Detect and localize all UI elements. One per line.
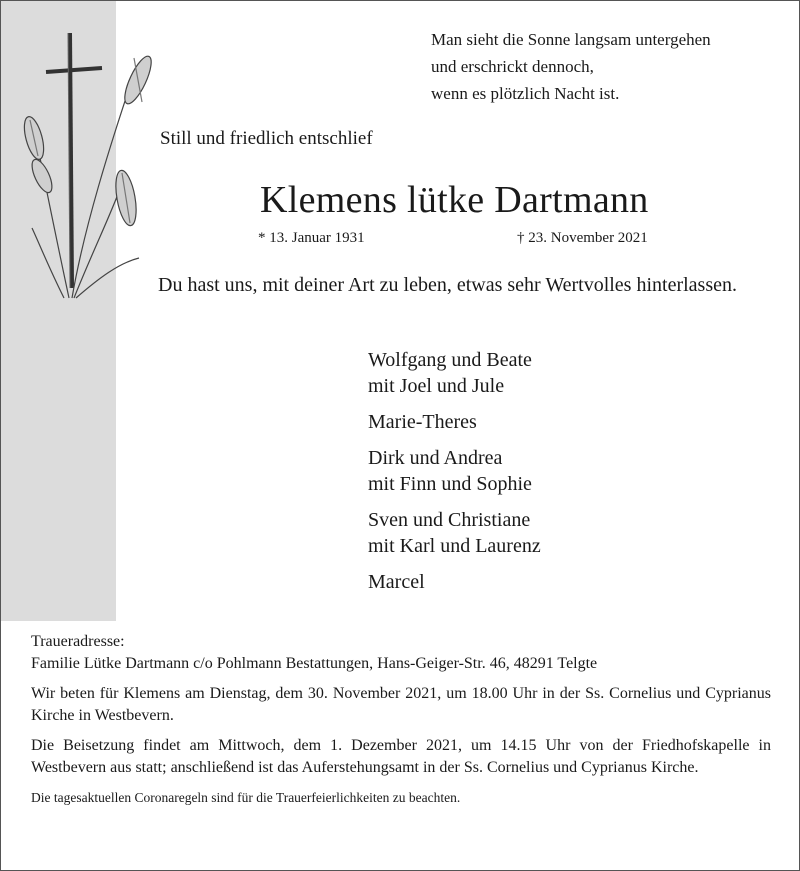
poem-line: wenn es plötzlich Nacht ist. xyxy=(431,84,620,103)
family-group xyxy=(368,347,541,399)
prayer-notice: Wir beten für Klemens am Dienstag, dem 30. November 2021, um 18.00 Uhr in der Ss. Cornelius und Cyprianus Kirche in Westbevern. xyxy=(31,685,771,724)
poem-line: Man sieht die Sonne langsam untergehen xyxy=(431,30,711,49)
cross-and-wheat-icon xyxy=(14,28,164,328)
memorial-quote: Du hast uns, mit deiner Art zu leben, etwas sehr Wertvolles hinterlassen. xyxy=(158,274,737,296)
intro-text: Still und friedlich entschlief xyxy=(160,128,373,149)
family-line: mit Karl und Laurenz xyxy=(368,535,541,557)
family-group xyxy=(368,445,541,497)
family-group xyxy=(368,569,541,595)
birth-date: * 13. Januar 1931 xyxy=(258,230,365,246)
poem-line: und erschrickt dennoch, xyxy=(431,57,594,76)
burial-notice: Die Beisetzung findet am Mittwoch, dem 1. Dezember 2021, um 14.15 Uhr von der Friedhofskapelle in Westbevern aus statt; anschließend ist das Auferstehungsamt in der Ss. Cornelius und Cyprianus Kirche. xyxy=(31,737,771,776)
footer xyxy=(31,631,771,817)
family-line: Dirk und Andrea xyxy=(368,447,503,469)
family-line: Sven und Christiane xyxy=(368,509,531,531)
deceased-name: Klemens lütke Dartmann xyxy=(260,179,649,221)
family-group xyxy=(368,507,541,559)
family-line: Marcel xyxy=(368,571,425,593)
address-label: Traueradresse: xyxy=(31,633,125,650)
family-line: Marie-Theres xyxy=(368,411,477,433)
family-line: mit Finn und Sophie xyxy=(368,473,532,495)
family-line: mit Joel und Jule xyxy=(368,375,505,397)
poem xyxy=(431,26,711,107)
family-list xyxy=(368,347,541,605)
corona-note: Die tagesaktuellen Coronaregeln sind für die Trauerfeierlichkeiten zu beachten. xyxy=(31,790,461,805)
family-group xyxy=(368,409,541,435)
death-date: † 23. November 2021 xyxy=(517,230,648,246)
cross-icon xyxy=(46,33,102,288)
wheat-icon xyxy=(21,53,157,298)
mourning-address: Familie Lütke Dartmann c/o Pohlmann Bestattungen, Hans-Geiger-Str. 46, 48291 Telgte xyxy=(31,655,598,672)
family-line: Wolfgang und Beate xyxy=(368,349,532,371)
